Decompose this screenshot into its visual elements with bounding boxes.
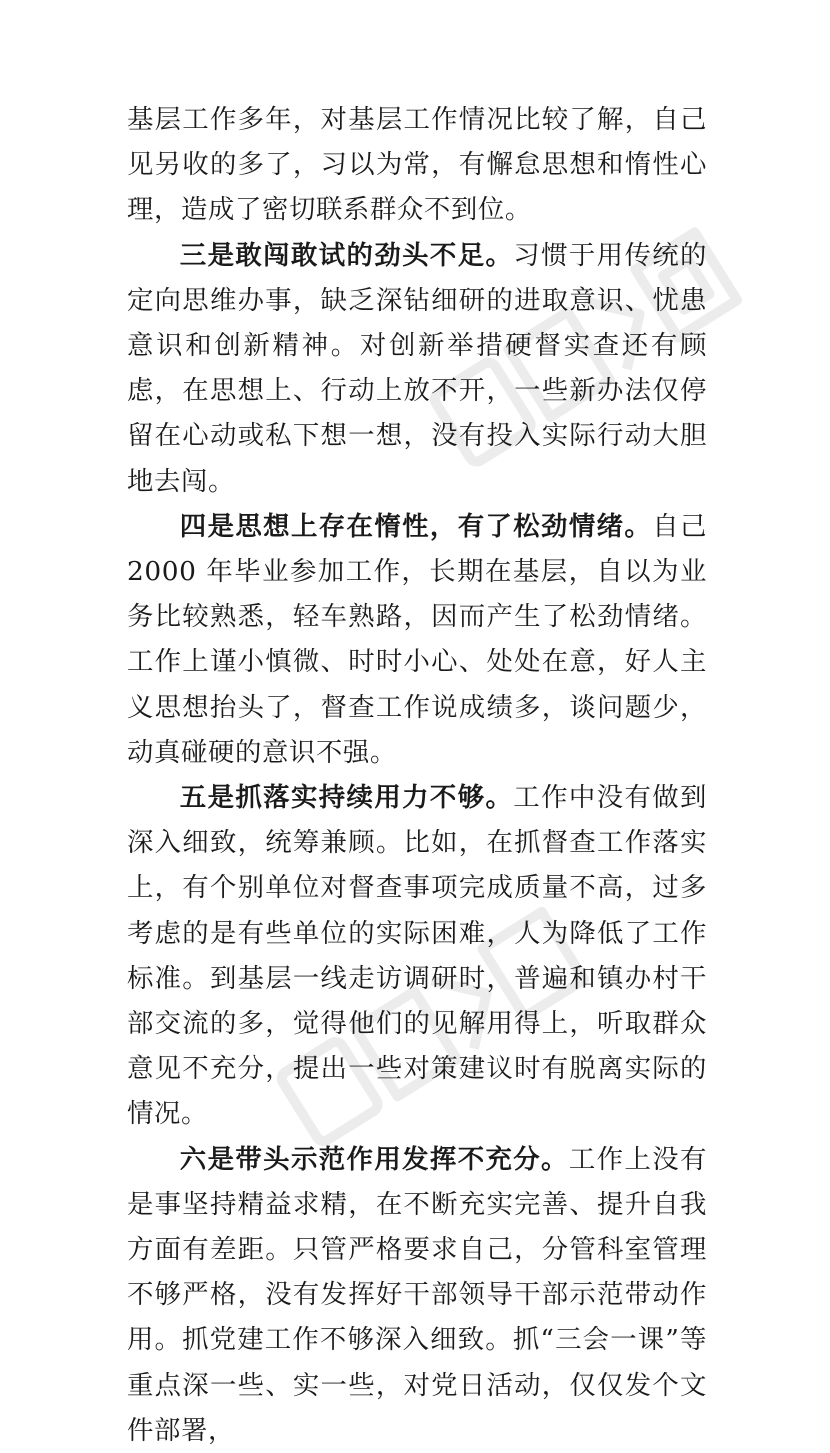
paragraph-text: 工作上没有是事坚持精益求精，在不断充实完善、提升自我方面有差距。只管严格要求自己，分管科室管理不够严格，没有发挥好干部领导干部示范带动作用。抓党建工作不够深入细致。抓“三会一课”等重点深一些、实一些，对党日活动，仅仅发个文件部署， [127, 1143, 708, 1446]
paragraph-lead: 五是抓落实持续用力不够。 [179, 782, 514, 814]
paragraph-text: 自己 2000 年毕业参加工作，长期在基层，自以为业务比较熟悉，轻车熟路，因而产生了松劲情绪。工作上谨小慎微、时时小心、处处在意，好人主义思想抬头了，督查工作说成绩多，谈问题少，动真碰硬的意识不强。 [127, 510, 707, 768]
paragraph-lead: 三是敢闯敢试的劲头不足。 [179, 239, 514, 271]
paragraph-point-4 [127, 504, 707, 775]
paragraph-point-3 [127, 233, 707, 504]
paragraph-continuation [127, 97, 707, 233]
paragraph-point-6 [127, 1137, 707, 1453]
paragraph-point-5 [127, 775, 707, 1137]
paragraph-text: 基层工作多年，对基层工作情况比较了解，自己见另收的多了，习以为常，有懈怠思想和惰性心理，造成了密切联系群众不到位。 [127, 104, 707, 226]
paragraph-text: 习惯于用传统的定向思维办事，缺乏深钻细研的进取意识、忧患意识和创新精神。对创新举措硬督实查还有顾虑，在思想上、行动上放不开，一些新办法仅停留在心动或私下想一想，没有投入实际行动大胆地去闯。 [127, 239, 708, 497]
paragraph-text: 工作中没有做到深入细致，统筹兼顾。比如，在抓督查工作落实上，有个别单位对督查事项完成质量不高，过多考虑的是有些单位的实际困难，人为降低了工作标准。到基层一线走访调研时，普遍和镇办村干部交流的多，觉得他们的见解用得上，听取群众意见不充分，提出一些对策建议时有脱离实际的情况。 [127, 782, 708, 1130]
paragraph-lead: 六是带头示范作用发挥不充分。 [179, 1143, 569, 1175]
paragraph-lead: 四是思想上存在惰性，有了松劲情绪。 [179, 510, 653, 542]
document-body [127, 97, 707, 1453]
